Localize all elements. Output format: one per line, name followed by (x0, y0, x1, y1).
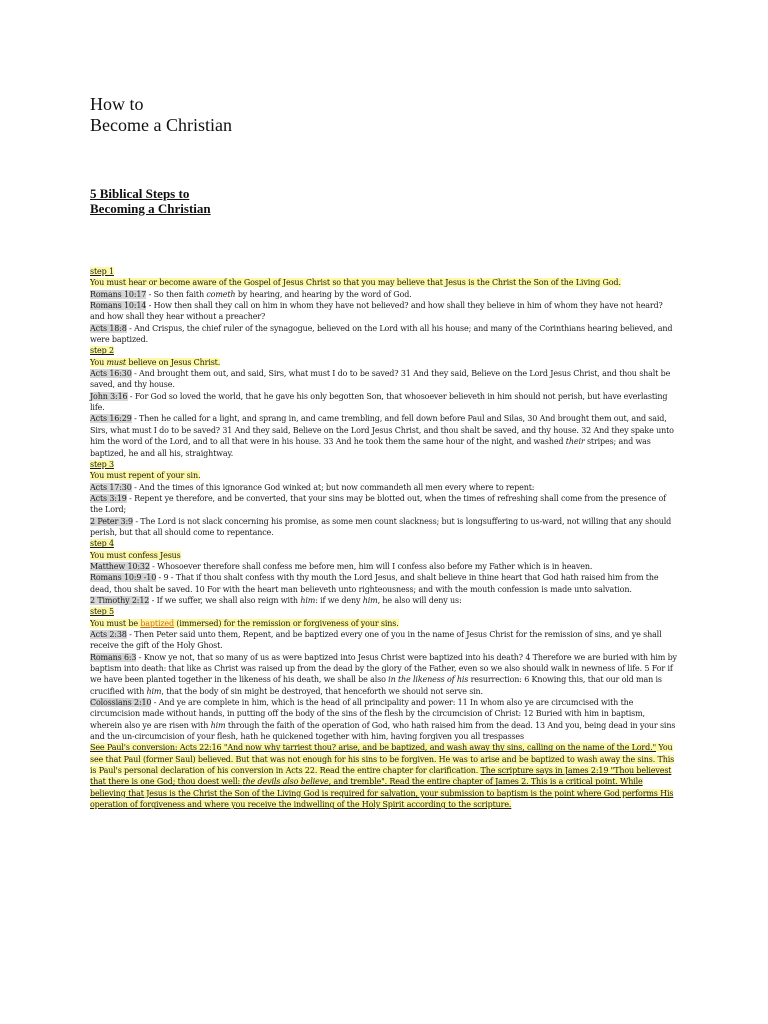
verse-text: , he also will deny us: (377, 595, 462, 605)
step-2-label (90, 345, 678, 356)
verse-text: , that the body of sin might be destroyed, that henceforth we should not serve sin. (161, 686, 483, 696)
step-2-heading (90, 357, 678, 368)
heading-emphasis: must (106, 357, 126, 367)
heading-part: You (90, 357, 107, 367)
verse-emphasis: him (146, 686, 162, 696)
step-3-label (90, 459, 678, 470)
page-subtitle (90, 186, 211, 216)
verse (90, 300, 678, 323)
heading-part: You must be (90, 618, 141, 628)
scripture-reference: 2 Timothy 2:12 (90, 595, 150, 605)
heading-part: believe on Jesus Christ. (125, 357, 221, 367)
step-label: step 5 (90, 607, 114, 617)
scripture-reference: Romans 10:14 (90, 301, 147, 311)
verse-emphasis: their (565, 437, 585, 447)
verse-text: - For God so loved the world, that he gave his only begotten Son, that whosoever believeth in him should not perish, but have everlasting life. (90, 391, 668, 413)
step-4-label (90, 538, 678, 549)
verse (90, 629, 678, 652)
scripture-reference: Colossians 2:10 (90, 698, 152, 708)
verse (90, 652, 678, 697)
conversion-note-emphasis: the devils also believe (242, 777, 329, 787)
step-heading-text (90, 619, 399, 628)
verse (90, 572, 678, 595)
scripture-reference: Romans 10:17 (90, 289, 147, 299)
verse-text: - If we suffer, we shall also reign with (149, 595, 301, 605)
title-line-1: How to (90, 94, 144, 114)
verse-emphasis: him (210, 720, 226, 730)
subtitle-line-1: 5 Biblical Steps to (90, 186, 190, 201)
conversion-note-part: See Paul's conversion: Acts 22:16 "And now why tarriest thou? arise, and be baptized, and wash away thy sins, calling on the name of the Lord." (90, 743, 657, 753)
step-1-label (90, 266, 678, 277)
steps-content (90, 266, 678, 811)
verse-text: - The Lord is not slack concerning his promise, as some men count slackness; but is longsuffering to us-ward, not willing that any should perish, but that all should come to repentance. (90, 516, 672, 537)
verse-emphasis: cometh (206, 289, 236, 299)
verse (90, 413, 678, 458)
conversion-note-part: You see that Paul (former Saul) believed. But that was not enough for his sins to be forgiven. He was to arise and be baptized to wash away the sins. This is Paul's personal declaration of his conversion in Acts 22. Read the entire chapter for clarification. (90, 743, 675, 776)
conversion-note-part: , and tremble". Read the entire chapter of James 2. This is a critical point. While believing that Jesus is the Christ the Son of the Living God is required for salvation, your submission to baptism is the point where God performs His operation of forgiveness and where you receive the indwelling of the Holy Spirit according to the scripture. (90, 777, 674, 810)
verse-text: - Then he called for a light, and sprang in, and came trembling, and fell down before Paul and Silas, 30 And brought them out, and said, Sirs, what must I do to be saved? 31 And they said, Believe on the Lord Jesus Christ, and thou shalt be saved, and thy house. 32 And they spake unto him the word of the Lord, and to all that were in his house. 33 And he took them the same hour of the night, and washed (90, 414, 674, 447)
scripture-reference: Acts 16:29 (90, 414, 132, 424)
step-label: step 2 (90, 346, 114, 356)
verse-text: by hearing, and hearing by the word of God. (235, 289, 412, 299)
verse-emphasis: in the likeness of his (388, 675, 469, 685)
verse (90, 595, 678, 606)
step-heading-text (90, 358, 220, 367)
baptized-link[interactable]: baptized (140, 618, 174, 628)
scripture-reference: John 3:16 (90, 391, 128, 401)
scripture-reference: 2 Peter 3:9 (90, 516, 133, 526)
scripture-reference: Romans 10:9 -10 (90, 573, 157, 583)
step-5-heading (90, 618, 678, 629)
step-heading-text: You must confess Jesus (90, 550, 181, 560)
verse-text: - And ye are complete in him, which is the head of all principality and power: 11 In whom also ye are circumcised with the circumcision made without hands, in putting off the body of the sins of the flesh by the circumcision of Christ: 12 Buried with him in baptism, wherein also ye are risen with (90, 698, 645, 730)
subtitle-line-2: Becoming a Christian (90, 201, 211, 216)
verse (90, 697, 678, 742)
verse-text: - How then shall they call on him in whom they have not believed? and how shall they believe in him of whom they have not heard? and how shall they hear without a preacher? (90, 301, 663, 322)
step-5-label (90, 606, 678, 617)
verse-text: - And brought them out, and said, Sirs, what must I do to be saved? 31 And they said, Believe on the Lord Jesus Christ, and thou shalt be saved, and thy house. (90, 369, 671, 390)
step-label: step 4 (90, 539, 114, 549)
step-heading-text: You must repent of your sin. (90, 471, 201, 481)
step-label: step 3 (90, 459, 114, 469)
verse (90, 368, 678, 391)
scripture-reference: Romans 6:3 (90, 652, 137, 662)
scripture-reference: Acts 16:30 (90, 369, 132, 379)
scripture-reference: Acts 18:8 (90, 323, 127, 333)
verse (90, 289, 678, 300)
step-label: step 1 (90, 267, 114, 276)
verse-emphasis: him (300, 595, 316, 605)
step-3-heading (90, 470, 678, 481)
verse-text: through the faith of the operation of God, who hath raised him from the dead. 13 And you, being dead in your sins and the un-circumcision of your flesh, hath he quickened together with him, having forgiven you all trespasses (90, 720, 676, 742)
verse (90, 482, 678, 493)
verse-text: - 9 - That if thou shalt confess with thy mouth the Lord Jesus, and shalt believe in thine heart that God hath raised him from the dead, thou shalt be saved. 10 For with the heart man believeth unto righteousness; and with the mouth confession is made unto salvation. (90, 573, 659, 594)
scripture-reference: Acts 3:19 (90, 493, 127, 503)
scripture-reference: Acts 17:30 (90, 482, 132, 492)
verse-text: - Whosoever therefore shall confess me before men, him will I confess also before my Father which is in heaven. (149, 561, 593, 571)
verse (90, 561, 678, 572)
verse-text: - So then faith (146, 289, 207, 299)
page-title (90, 94, 232, 136)
verse-text: stripes; and was baptized, he and all his, straightway. (90, 437, 651, 458)
verse-text: - And Crispus, the chief ruler of the synagogue, believed on the Lord with all his house; and many of the Corinthians hearing believed, and were baptized. (90, 323, 673, 345)
verse-emphasis: him (362, 595, 378, 605)
verse (90, 493, 678, 516)
step-heading-text: You must hear or become aware of the Gospel of Jesus Christ so that you may believe that Jesus is the Christ the Son of the Living God. (90, 278, 621, 288)
verse (90, 391, 678, 414)
scripture-reference: Matthew 10:32 (90, 561, 150, 571)
verse-text: - And the times of this ignorance God winked at; but now commandeth all men every where to repent: (131, 482, 535, 492)
verse-text: - Repent ye therefore, and be converted, that your sins may be blotted out, when the times of refreshing shall come from the presence of the Lord; (90, 493, 666, 515)
step-4-heading (90, 550, 678, 561)
conversion-note (90, 742, 678, 810)
verse (90, 323, 678, 346)
title-line-2: Become a Christian (90, 115, 232, 135)
verse (90, 516, 678, 539)
step-1-heading (90, 277, 678, 288)
verse-text: resurrection: 6 Knowing this, that our old man is crucified with (90, 675, 662, 696)
heading-part: (immersed) for the remission or forgiveness of your sins. (173, 618, 399, 628)
verse-text: : if we deny (315, 595, 363, 605)
verse-text: - Know ye not, that so many of us as were baptized into Jesus Christ were baptized into his death? 4 Therefore we are buried with him by baptism into death: that like as Christ was raised up from the dead by the glory of the Father, even so we also should walk in newness of life. 5 For if we have been planted together in the likeness of his death, we shall be also (90, 652, 677, 685)
verse-text: - Then Peter said unto them, Repent, and be baptized every one of you in the name of Jesus Christ for the remission of sins, and ye shall receive the gift of the Holy Ghost. (90, 630, 662, 651)
conversion-note-part: The scripture says in James 2:19 "Thou believest that there is one God; thou doest well: (90, 766, 672, 787)
scripture-reference: Acts 2:38 (90, 630, 127, 639)
